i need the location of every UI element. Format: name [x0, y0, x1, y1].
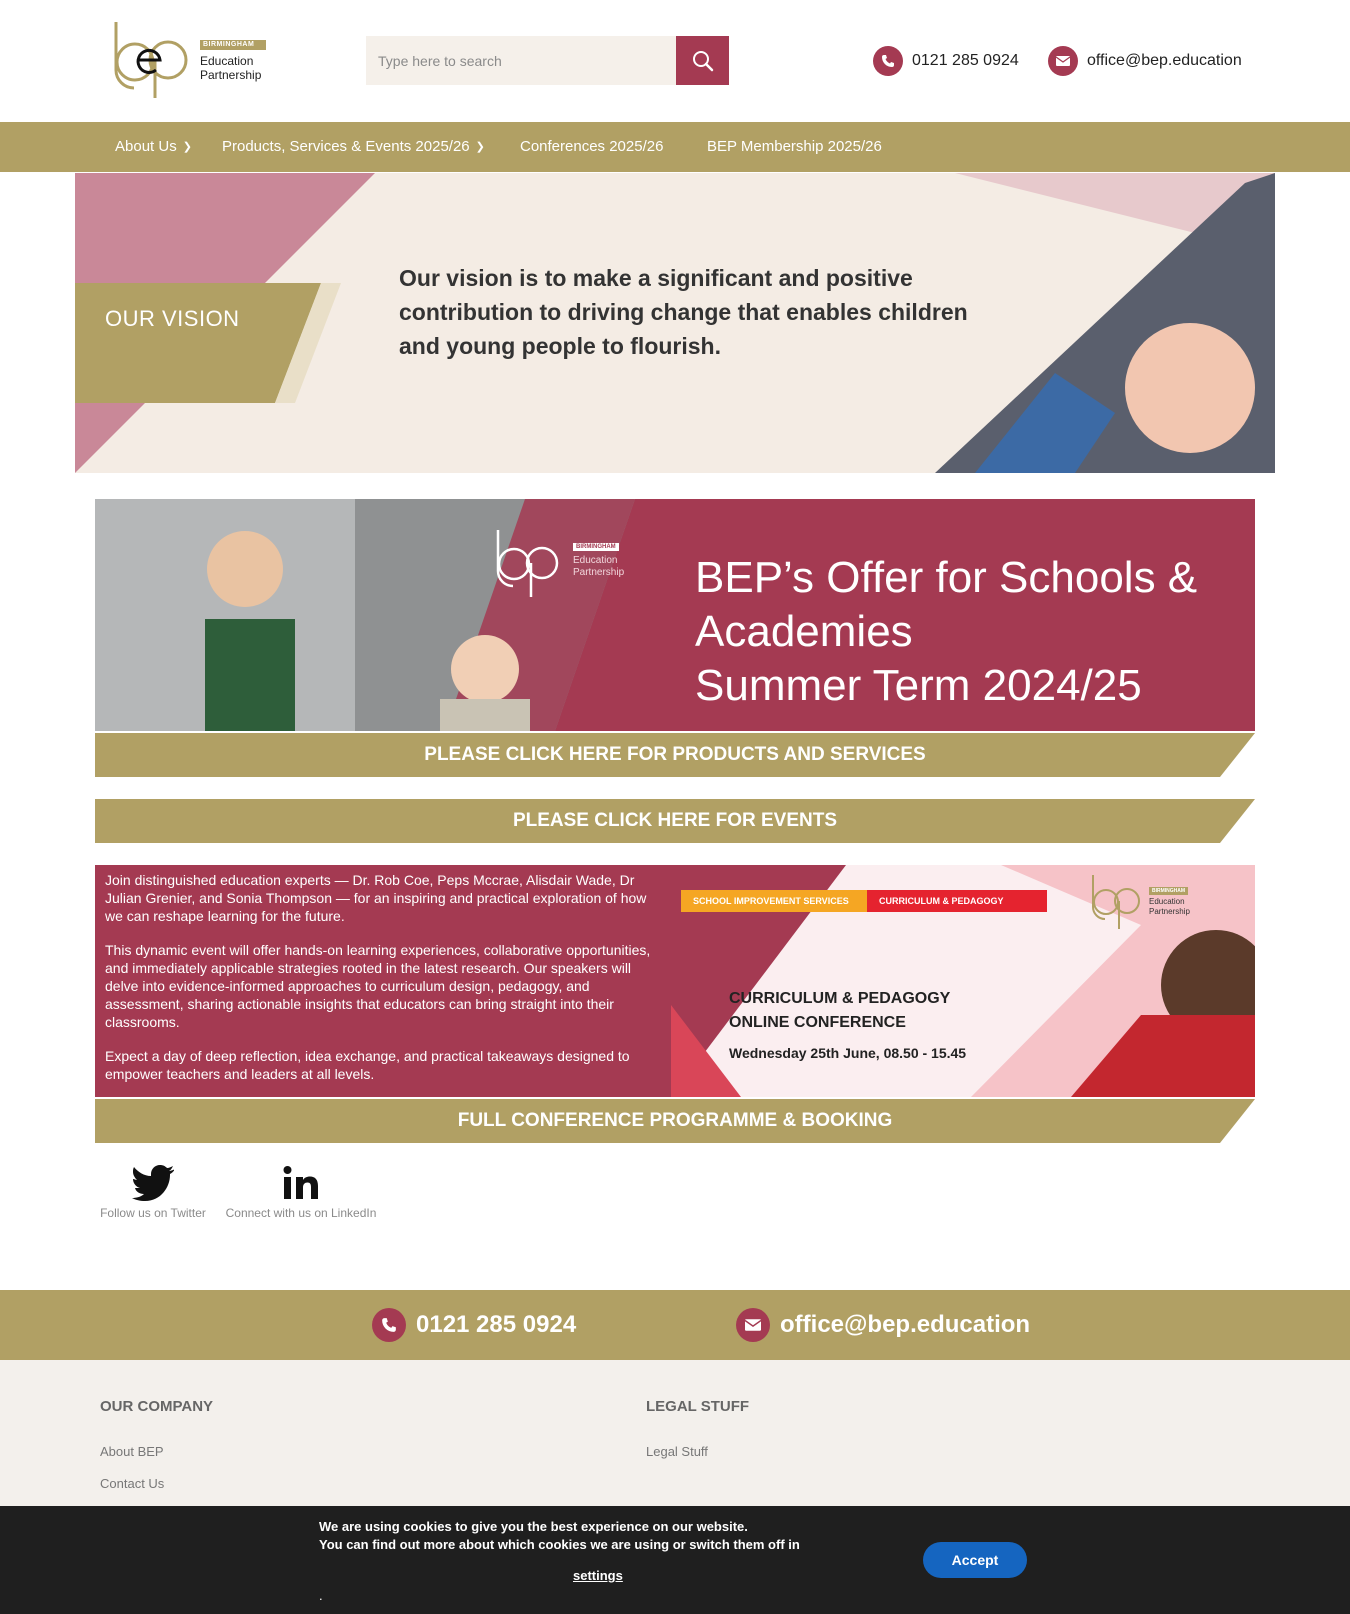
- search-input[interactable]: [366, 36, 676, 85]
- conference-title: [729, 987, 950, 1035]
- conference-title-line2: ONLINE CONFERENCE: [729, 1014, 906, 1031]
- linkedin-link[interactable]: [217, 1165, 385, 1220]
- conference-para1: Join distinguished education experts — Dr. Rob Coe, Peps Mccrae, Alisdair Wade, Dr Julian Grenier, and Sonia Thompson — for an inspiring and practical exploration of how we can reshape learning for the future.: [105, 872, 647, 924]
- footer-legal-heading: LEGAL STUFF: [646, 1398, 750, 1415]
- chevron-down-icon: ❯: [475, 141, 485, 153]
- vision-label: OUR VISION: [105, 306, 240, 331]
- conference-logo: [1089, 873, 1239, 933]
- footer-phone[interactable]: [372, 1308, 576, 1342]
- cookie-period: .: [319, 1588, 323, 1603]
- products-services-button[interactable]: [95, 733, 1255, 777]
- nav-item-conferences[interactable]: [520, 122, 663, 172]
- envelope-icon: [1048, 46, 1078, 76]
- envelope-icon: [736, 1308, 770, 1342]
- header-email-text: office@bep.education: [1087, 52, 1242, 69]
- conference-logo-line1: Education: [1149, 897, 1185, 906]
- search-icon: [692, 50, 714, 72]
- vision-banner: [75, 173, 1275, 473]
- search-bar: [366, 36, 729, 85]
- footer-link-legal-stuff[interactable]: Legal Stuff: [646, 1444, 708, 1459]
- events-label: PLEASE CLICK HERE FOR EVENTS: [512, 810, 838, 831]
- search-button[interactable]: [676, 36, 729, 85]
- offer-title-line1: BEP’s Offer for Schools &: [695, 553, 1198, 602]
- conference-date: Wednesday 25th June, 08.50 - 15.45: [729, 1045, 967, 1061]
- footer-company-heading: OUR COMPANY: [100, 1398, 214, 1415]
- footer-link-contact-us[interactable]: Contact Us: [100, 1476, 165, 1491]
- conference-booking-button[interactable]: [95, 1099, 1255, 1143]
- chevron-down-icon: ❯: [182, 141, 192, 153]
- nav-item-label: About Us: [115, 138, 177, 155]
- cookie-message-line1: We are using cookies to give you the best experience on our website.: [319, 1519, 748, 1534]
- conference-poster: [671, 865, 1255, 1097]
- linkedin-caption: Connect with us on LinkedIn: [225, 1206, 377, 1220]
- cookie-consent-bar: [0, 1506, 1350, 1614]
- footer-email-text: office@bep.education: [780, 1311, 1031, 1338]
- main-nav: [0, 122, 1350, 172]
- bep-logo-mark: [110, 18, 200, 100]
- bep-logo-mark: [1089, 873, 1149, 931]
- conference-para2: This dynamic event will offer hands-on learning experiences, collaborative opportunities, and immediately applicable strategies rooted in the latest research. Our speakers will delve into evidence-informed approaches to curriculum design, pedagogy, and assessment, sharing actionable insights that educators can bring straight into their classrooms.: [105, 942, 651, 1030]
- phone-icon: [873, 46, 903, 76]
- twitter-link[interactable]: [95, 1165, 211, 1220]
- bep-logo-mark: [493, 527, 573, 599]
- conference-para3: Expect a day of deep reflection, idea exchange, and practical takeaways designed to empower teachers and leaders at all levels.: [105, 1048, 630, 1082]
- footer-link-about-bep[interactable]: About BEP: [100, 1444, 164, 1459]
- products-services-label: PLEASE CLICK HERE FOR PRODUCTS AND SERVICES: [424, 744, 926, 765]
- twitter-icon: [132, 1165, 174, 1201]
- cookie-message-line2: You can find out more about which cookies we are using or switch them off in: [319, 1537, 800, 1552]
- tag-school-improvement: SCHOOL IMPROVEMENT SERVICES: [681, 890, 871, 912]
- offer-logo-band: BIRMINGHAM: [573, 543, 619, 551]
- header-email[interactable]: [1048, 46, 1242, 76]
- events-button[interactable]: [95, 799, 1255, 843]
- vision-statement: Our vision is to make a significant and positive contribution to driving change that enables children and young people to flourish.: [399, 265, 968, 359]
- logo-band-text: BIRMINGHAM: [200, 40, 266, 50]
- offer-logo-line2: Partnership: [573, 567, 625, 578]
- offer-title-line2: Academies: [695, 607, 913, 656]
- bep-logo[interactable]: [110, 18, 270, 100]
- footer-email[interactable]: [736, 1308, 1030, 1342]
- offer-banner[interactable]: [95, 499, 1255, 731]
- footer-contact-band: [0, 1290, 1350, 1360]
- offer-title-line3: Summer Term 2024/25: [695, 661, 1142, 710]
- conference-logo-band: BIRMINGHAM: [1149, 887, 1188, 895]
- linkedin-icon: [281, 1165, 321, 1201]
- conference-booking-label: FULL CONFERENCE PROGRAMME & BOOKING: [457, 1110, 893, 1131]
- offer-logo: [493, 527, 643, 597]
- phone-icon: [372, 1308, 406, 1342]
- offer-title: [695, 551, 1235, 713]
- conference-title-line1: CURRICULUM & PEDAGOGY: [729, 990, 951, 1007]
- logo-line1: Education: [200, 54, 254, 68]
- conference-banner[interactable]: [95, 865, 1255, 1097]
- offer-logo-line1: Education: [573, 555, 618, 566]
- nav-item-products-services-events[interactable]: [222, 122, 485, 172]
- header-phone-text: 0121 285 0924: [912, 52, 1019, 69]
- nav-item-label: Products, Services & Events 2025/26: [222, 138, 470, 155]
- nav-item-label: BEP Membership 2025/26: [707, 138, 882, 155]
- twitter-caption: Follow us on Twitter: [100, 1206, 206, 1220]
- conference-description: [95, 865, 671, 1097]
- nav-item-bep-membership[interactable]: [707, 122, 882, 172]
- nav-item-about-us[interactable]: [115, 122, 192, 172]
- cookie-accept-button[interactable]: Accept: [923, 1542, 1027, 1578]
- cookie-message: [319, 1518, 800, 1554]
- footer-phone-text: 0121 285 0924: [416, 1311, 577, 1338]
- cookie-settings-link[interactable]: settings: [573, 1568, 623, 1583]
- logo-line2: Partnership: [200, 68, 262, 82]
- header-phone[interactable]: [873, 46, 1019, 76]
- conference-logo-line2: Partnership: [1149, 907, 1190, 916]
- site-header: [0, 0, 1350, 122]
- tag-curriculum-pedagogy: CURRICULUM & PEDAGOGY: [867, 890, 1047, 912]
- nav-item-label: Conferences 2025/26: [520, 138, 664, 155]
